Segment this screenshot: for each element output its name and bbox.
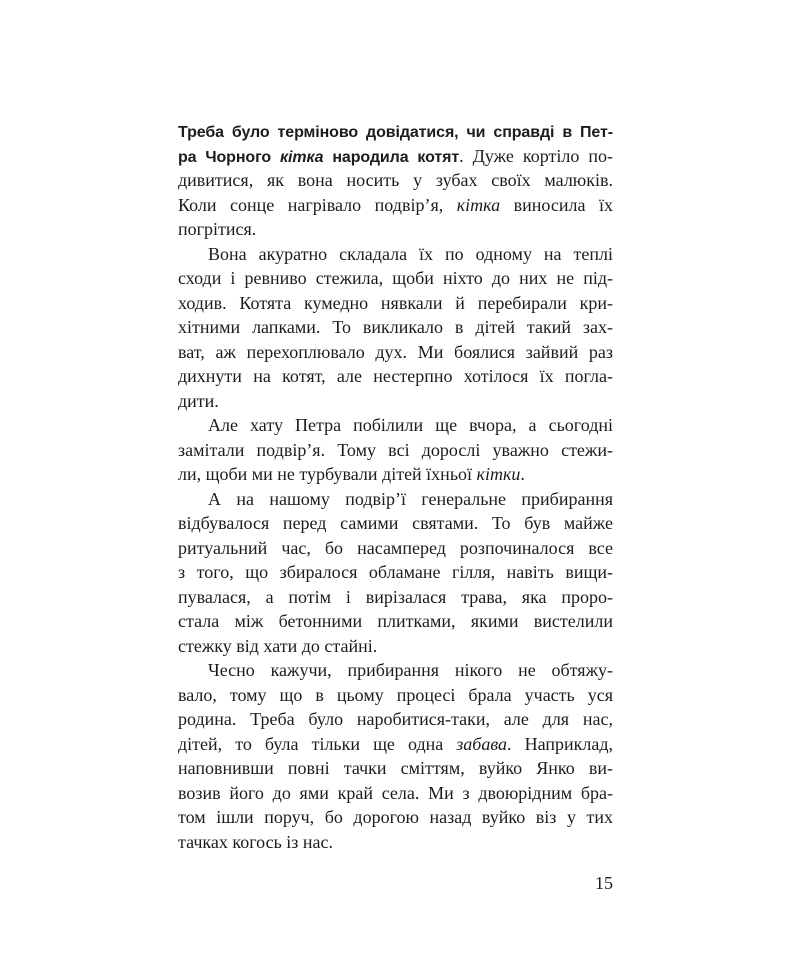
text-line bbox=[178, 560, 613, 585]
text-run: наповнивши повні тачки сміттям, вуйко Янко ви- bbox=[178, 758, 613, 778]
text-run: родина. Треба було наробитися-таки, але для нас, bbox=[178, 709, 613, 729]
text-run: ходив. Котята кумедно нявкали й перебирали кри- bbox=[178, 292, 613, 313]
text-line bbox=[178, 536, 613, 561]
text-line bbox=[178, 193, 613, 218]
text-line bbox=[178, 732, 613, 757]
text-run: ват, аж перехоплювало дух. Ми боялися зайвий раз bbox=[178, 341, 613, 362]
text-line bbox=[178, 217, 613, 242]
text-run: Вона акуратно складала їх по одному на теплі bbox=[208, 243, 613, 264]
text-run: дітей, то була тільки ще одна bbox=[178, 733, 457, 754]
text-line bbox=[178, 634, 613, 659]
text-line bbox=[178, 340, 613, 365]
text-block bbox=[178, 119, 613, 854]
text-line bbox=[178, 756, 613, 781]
text-run: дити. bbox=[178, 390, 219, 411]
text-line bbox=[178, 438, 613, 463]
page-number: 15 bbox=[595, 873, 613, 893]
text-run: пувалася, а потім і вирізалася трава, яка проро- bbox=[178, 586, 613, 607]
text-line bbox=[178, 119, 613, 144]
text-line bbox=[178, 683, 613, 708]
text-run: кітка bbox=[456, 194, 501, 215]
text-run: відбувалося перед самими святами. То був майже bbox=[178, 513, 613, 533]
text-run: тачках когось із нас. bbox=[178, 831, 334, 852]
text-run: дивитися, як вона носить у зубах своїх малюків. bbox=[178, 170, 613, 190]
paragraph bbox=[178, 242, 613, 414]
text-line bbox=[178, 462, 613, 487]
text-run: сходи і ревниво стежила, щоби ніхто до них не під- bbox=[178, 268, 613, 288]
text-run: стала між бетонними плитками, якими вистелили bbox=[178, 611, 613, 631]
text-line bbox=[178, 413, 613, 438]
text-line bbox=[178, 781, 613, 806]
text-run: стежку від хати до стайні. bbox=[178, 635, 378, 656]
text-line bbox=[178, 144, 613, 169]
text-run: погрітися. bbox=[178, 219, 257, 239]
text-run: возив його до ями край села. Ми з двоюрідним бра- bbox=[178, 782, 613, 803]
text-run: народила котят bbox=[323, 148, 460, 166]
text-line bbox=[178, 805, 613, 830]
text-line bbox=[178, 511, 613, 536]
text-run: Треба було терміново довідатися, чи справді в Пет- bbox=[178, 124, 613, 141]
text-run: кітка bbox=[279, 148, 324, 166]
text-run: забава bbox=[456, 733, 508, 754]
text-line bbox=[178, 707, 613, 732]
text-line bbox=[178, 830, 613, 855]
text-line bbox=[178, 658, 613, 683]
text-line bbox=[178, 389, 613, 414]
paragraph bbox=[178, 658, 613, 854]
text-line bbox=[178, 487, 613, 512]
text-run: ра Чорного bbox=[178, 148, 280, 166]
paragraph bbox=[178, 413, 613, 487]
text-line bbox=[178, 291, 613, 316]
paragraph bbox=[178, 487, 613, 659]
text-line bbox=[178, 315, 613, 340]
text-run: Коли сонце нагрівало подвір’я, bbox=[178, 194, 457, 215]
text-line bbox=[178, 168, 613, 193]
text-line bbox=[178, 266, 613, 291]
paragraph bbox=[178, 119, 613, 242]
text-run: виносила їх bbox=[500, 194, 613, 215]
text-run: ли, щоби ми не турбували дітей їхньої bbox=[178, 464, 477, 484]
text-line bbox=[178, 585, 613, 610]
text-run: з того, що збиралося обламане гілля, навіть вищи- bbox=[178, 562, 613, 582]
text-run: замітали подвір’я. Тому всі дорослі уважно стежи- bbox=[178, 439, 613, 460]
text-run: ритуальний час, бо насамперед розпочиналося все bbox=[178, 537, 613, 558]
text-run: . Наприклад, bbox=[507, 733, 613, 754]
text-run: том ішли поруч, бо дорогою назад вуйко віз у тих bbox=[178, 807, 613, 827]
text-run: . Дуже кортіло по- bbox=[459, 145, 613, 166]
text-run: кітки bbox=[476, 464, 521, 484]
text-run: вало, тому що в цьому процесі брала участь уся bbox=[178, 684, 613, 705]
text-run: . bbox=[520, 464, 525, 484]
text-run: дихнути на котят, але нестерпно хотілося їх погла- bbox=[178, 366, 613, 386]
text-run: Але хату Петра побілили ще вчора, а сьогодні bbox=[208, 415, 613, 435]
text-line bbox=[178, 242, 613, 267]
text-line bbox=[178, 364, 613, 389]
text-run: хітними лапками. То викликало в дітей такий зах- bbox=[178, 317, 613, 337]
text-run: А на нашому подвір’ї генеральне прибирання bbox=[208, 488, 613, 509]
text-run: Чесно кажучи, прибирання нікого не обтяжу- bbox=[208, 660, 613, 680]
text-line bbox=[178, 609, 613, 634]
